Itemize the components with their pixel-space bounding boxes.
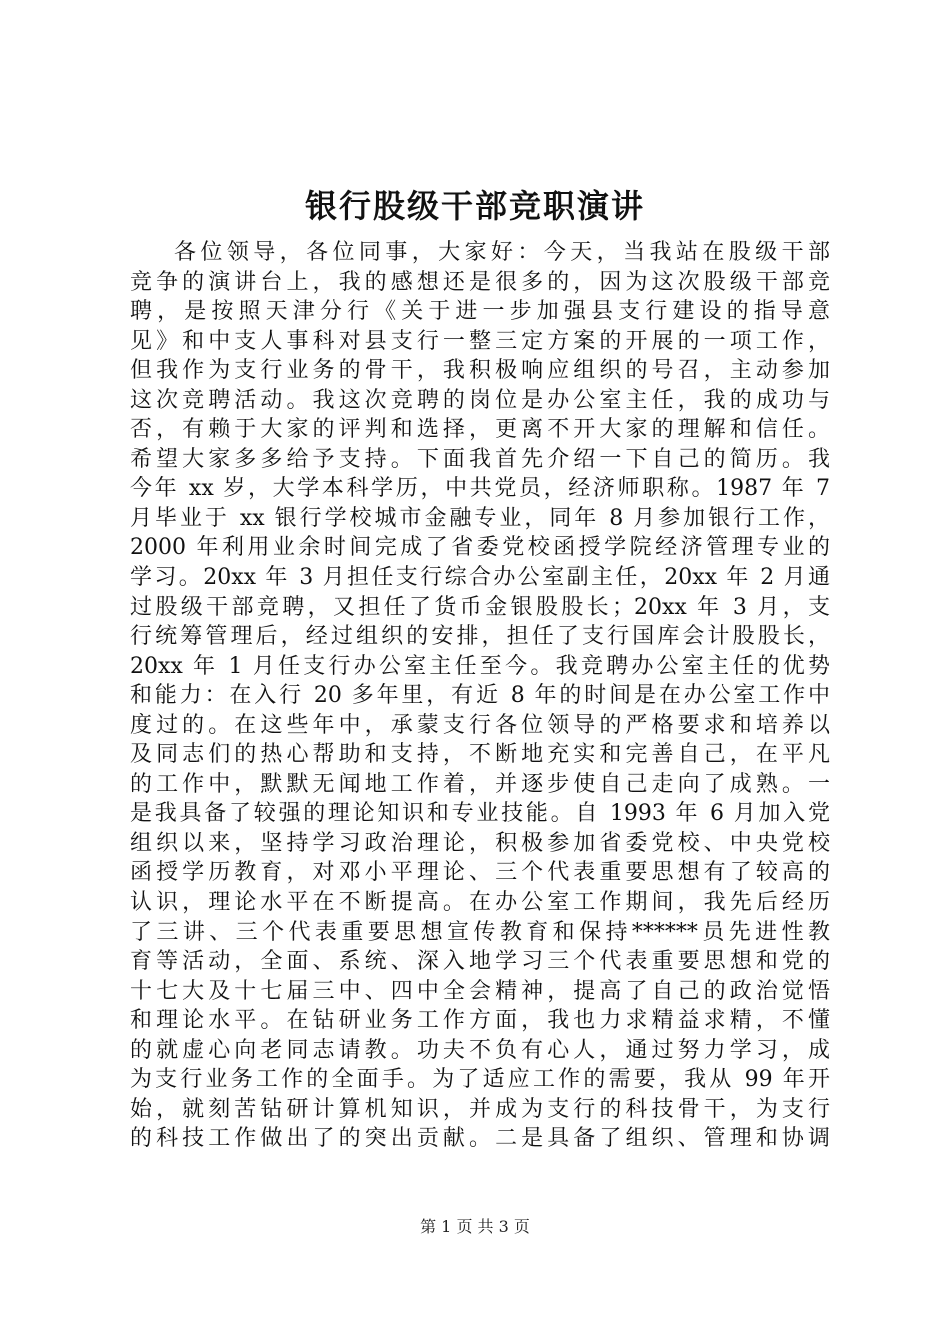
body-line: 否，有赖于大家的评判和选择，更离不开大家的理解和信任。 xyxy=(130,417,830,443)
document-body xyxy=(130,238,830,1154)
body-line: 这次竞聘活动。我这次竞聘的岗位是办公室主任，我的成功与 xyxy=(130,387,830,413)
body-line: 的工作中，默默无闻地工作着，并逐步使自己走向了成熟。一 xyxy=(130,771,830,797)
document-title: 银行股级干部竞职演讲 xyxy=(304,187,645,225)
body-line: 及同志们的热心帮助和支持，不断地充实和完善自己，在平凡 xyxy=(130,742,830,768)
body-line: 学习。20xx 年 3 月担任支行综合办公室副主任，20xx 年 2 月通 xyxy=(130,565,830,591)
body-line: 20xx 年 1 月任支行办公室主任至今。我竞聘办公室主任的优势 xyxy=(130,653,830,679)
body-line: 十七大及十七届三中、四中全会精神，提高了自己的政治觉悟 xyxy=(130,978,830,1004)
body-line: 的就虚心向老同志请教。功夫不负有心人，通过努力学习，成 xyxy=(130,1037,830,1063)
body-line: 见》和中支人事科对县支行一整三定方案的开展的一项工作， xyxy=(130,328,830,354)
body-line: 聘，是按照天津分行《关于进一步加强县支行建设的指导意 xyxy=(130,299,830,325)
body-line: 和能力：在入行 20 多年里，有近 8 年的时间是在办公室工作中 xyxy=(130,683,830,709)
body-line: 月毕业于 xx 银行学校城市金融专业，同年 8 月参加银行工作， xyxy=(130,505,830,531)
body-line: 2000 年利用业余时间完成了省委党校函授学院经济管理专业的 xyxy=(130,535,830,561)
body-line: 了三讲、三个代表重要思想宣传教育和保持******员先进性教 xyxy=(130,919,830,945)
body-line: 竞争的演讲台上，我的感想还是很多的，因为这次股级干部竞 xyxy=(130,269,830,295)
page-footer: 第 1 页 共 3 页 xyxy=(420,1217,530,1236)
body-line: 和理论水平。在钻研业务工作方面，我也力求精益求精，不懂 xyxy=(130,1008,830,1034)
body-line: 各位领导，各位同事，大家好：今天，当我站在股级干部 xyxy=(174,240,830,265)
body-line: 的科技工作做出了的突出贡献。二是具备了组织、管理和协调 xyxy=(130,1126,830,1152)
body-line: 为支行业务工作的全面手。为了适应工作的需要，我从 99 年开 xyxy=(130,1067,830,1093)
body-line: 是我具备了较强的理论知识和专业技能。自 1993 年 6 月加入党 xyxy=(130,801,830,827)
body-line: 育等活动，全面、系统、深入地学习三个代表重要思想和党的 xyxy=(130,949,830,975)
body-line: 行统筹管理后，经过组织的安排，担任了支行国库会计股股长， xyxy=(130,624,830,650)
body-line: 但我作为支行业务的骨干，我积极响应组织的号召，主动参加 xyxy=(130,358,830,384)
body-line: 希望大家多多给予支持。下面我首先介绍一下自己的简历。我 xyxy=(130,446,830,472)
body-line: 过股级干部竞聘，又担任了货币金银股股长；20xx 年 3 月，支 xyxy=(130,594,830,620)
body-line: 函授学历教育，对邓小平理论、三个代表重要思想有了较高的 xyxy=(130,860,830,886)
body-line: 始，就刻苦钻研计算机知识，并成为支行的科技骨干，为支行 xyxy=(130,1096,830,1122)
body-line: 今年 xx 岁，大学本科学历，中共党员，经济师职称。1987 年 7 xyxy=(130,476,830,502)
body-line: 认识，理论水平在不断提高。在办公室工作期间，我先后经历 xyxy=(130,890,830,916)
body-line: 度过的。在这些年中，承蒙支行各位领导的严格要求和培养以 xyxy=(130,712,830,738)
body-line: 组织以来，坚持学习政治理论，积极参加省委党校、中央党校 xyxy=(130,830,830,856)
